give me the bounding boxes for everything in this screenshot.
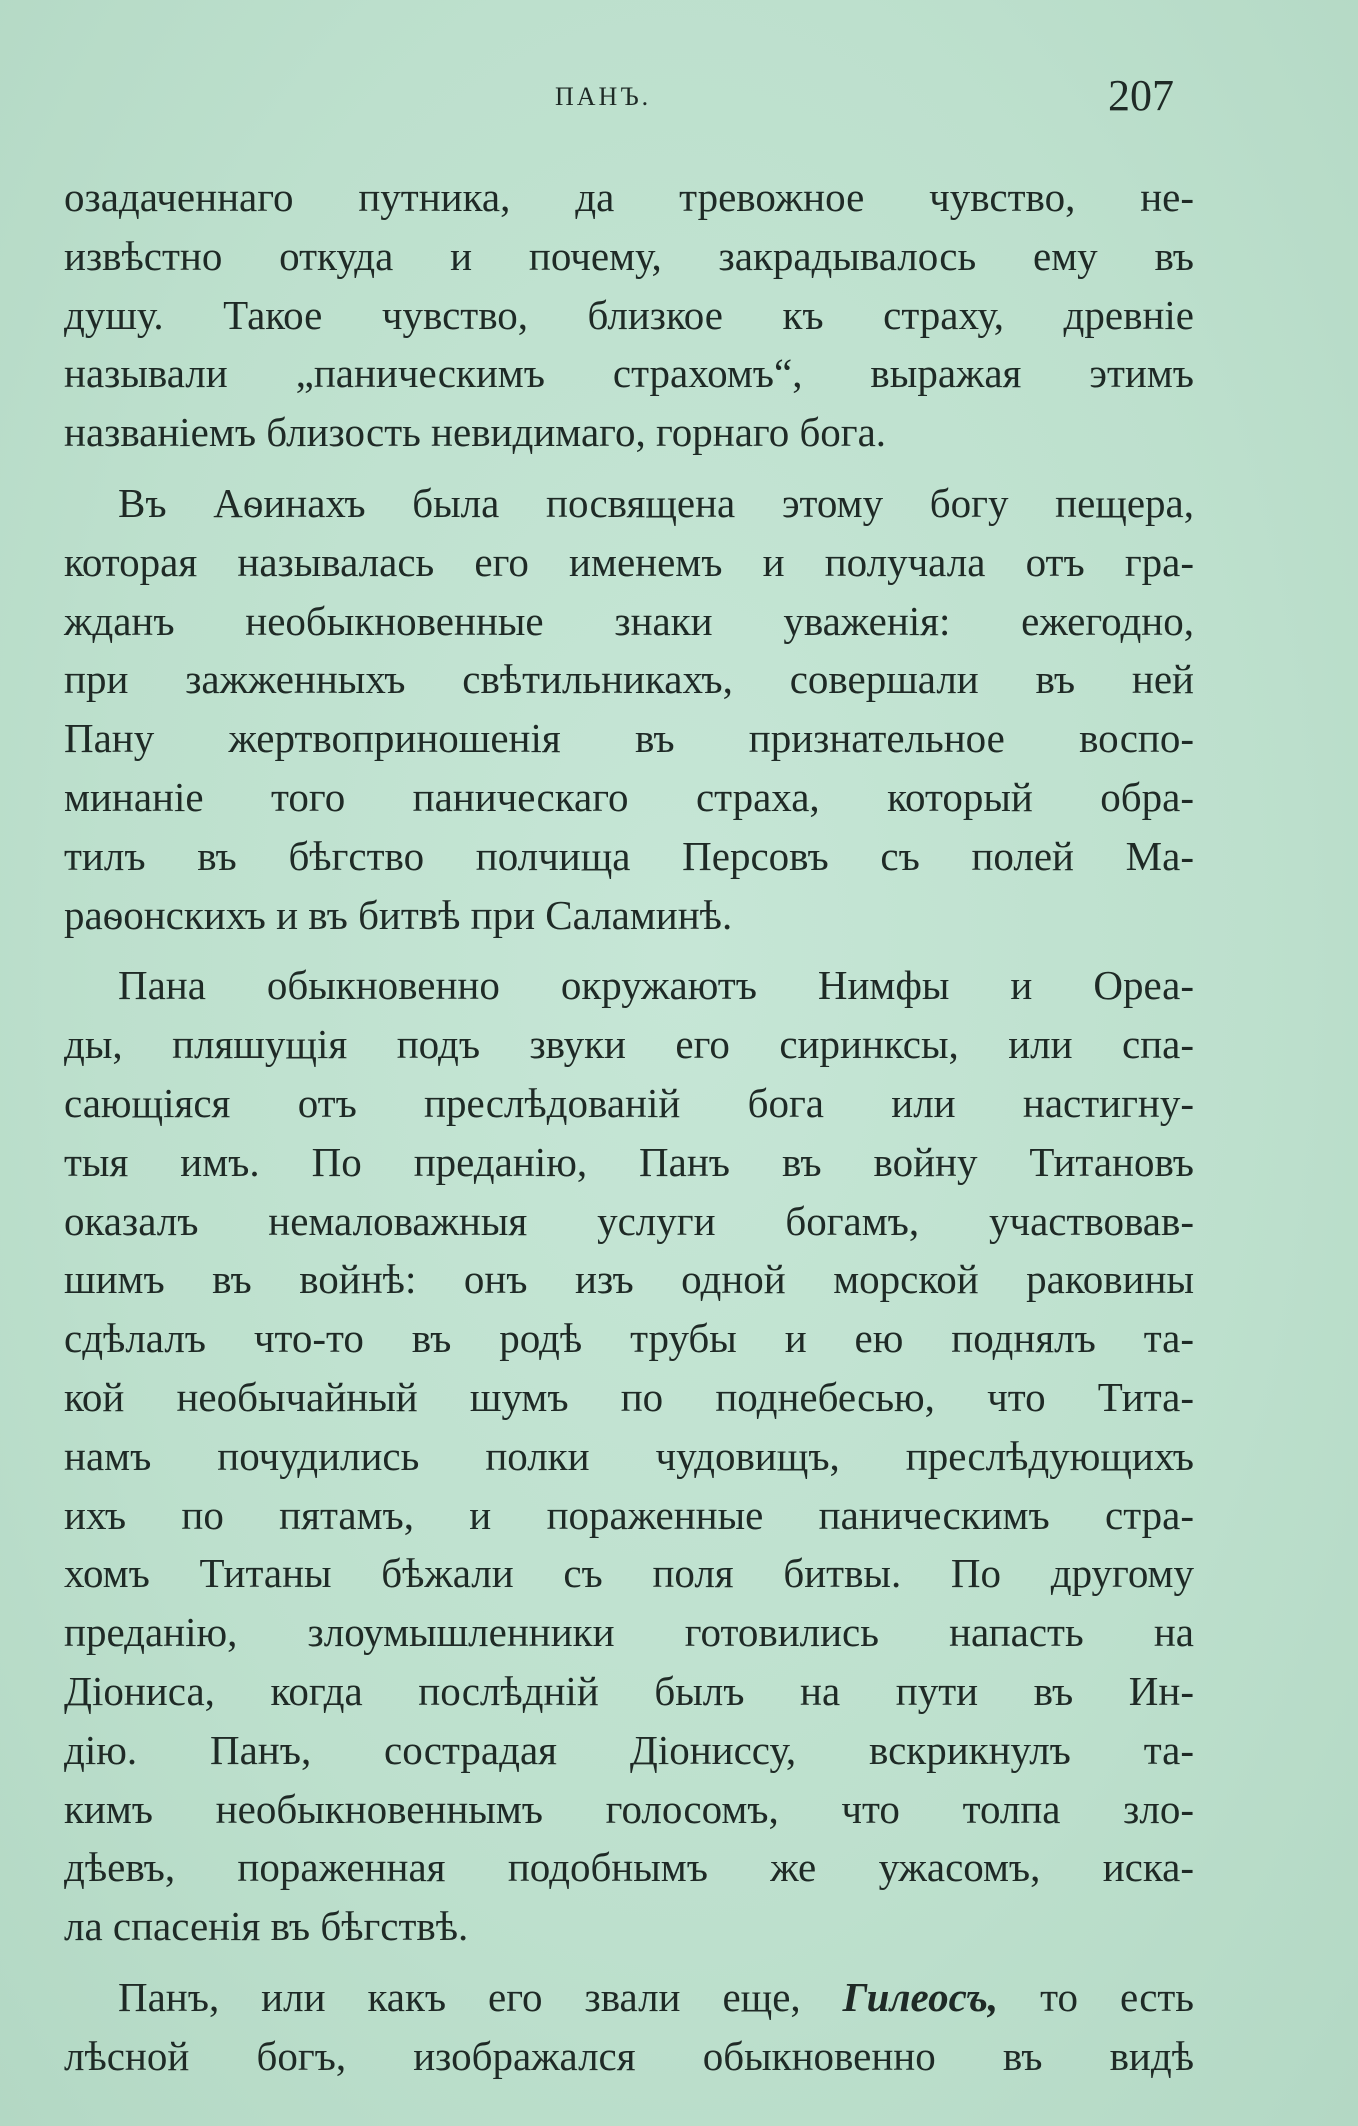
text-line: минаніе того паническаго страха, который обра- — [64, 773, 1194, 820]
text-line: Пана обыкновенно окружаютъ Нимфы и Ореа- — [118, 962, 1194, 1009]
text-line: шимъ въ войнѣ: онъ изъ одной морской раковины — [64, 1256, 1194, 1303]
text-fragment: Панъ, или какъ его звали еще, — [118, 1973, 801, 2020]
paragraph-2 — [64, 474, 1194, 944]
text-line: кимъ необыкновеннымъ голосомъ, что толпа зло- — [64, 1785, 1194, 1832]
text-line: которая называлась его именемъ и получала отъ гра- — [64, 538, 1194, 585]
text-line: Въ Аѳинахъ была посвящена этому богу пещера, — [118, 479, 1194, 526]
text-line: названіемъ близость невидимаго, горнаго бога. — [64, 409, 887, 456]
body-text — [64, 168, 1194, 2098]
text-line — [64, 1968, 1194, 2027]
text-line: преданію, злоумышленники готовились напасть на — [64, 1609, 1194, 1656]
text-line: лѣсной богъ, изображался обыкновенно въ видѣ — [64, 2032, 1194, 2079]
paragraph-3 — [64, 956, 1194, 1956]
text-fragment: то есть — [1040, 1973, 1195, 2020]
text-line: хомъ Титаны бѣжали съ поля битвы. По другому — [64, 1550, 1194, 1597]
text-line: сдѣлалъ что-то въ родѣ трубы и ею поднялъ та- — [64, 1315, 1194, 1362]
text-line: извѣстно откуда и почему, закрадывалось ему въ — [64, 232, 1194, 279]
text-line: ла спасенія въ бѣгствѣ. — [64, 1903, 469, 1950]
running-head: ПАНЪ. — [555, 82, 652, 111]
text-line: ды, пляшущія подъ звуки его сиринксы, или спа- — [64, 1021, 1194, 1068]
text-line: дѣевъ, пораженная подобнымъ же ужасомъ, иска- — [64, 1844, 1194, 1891]
text-line: Пану жертвоприношенія въ признательное воспо- — [64, 715, 1194, 762]
page-header — [0, 70, 1358, 130]
text-line: жданъ необыкновенные знаки уваженія: ежегодно, — [64, 597, 1194, 644]
text-line: Діониса, когда послѣдній былъ на пути въ Ин- — [64, 1667, 1194, 1714]
text-line: дію. Панъ, сострадая Діониссу, вскрикнулъ та- — [64, 1726, 1194, 1773]
page-number: 207 — [1108, 71, 1174, 120]
paragraph-4 — [64, 1968, 1194, 2086]
text-line: тилъ въ бѣгство полчища Персовъ съ полей Ма- — [64, 832, 1194, 879]
text-line: намъ почудились полки чудовищъ, преслѣдующихъ — [64, 1432, 1194, 1479]
text-line: озадаченнаго путника, да тревожное чувство, не- — [64, 174, 1194, 220]
text-line: душу. Такое чувство, близкое къ страху, древніе — [64, 291, 1194, 338]
paragraph-1 — [64, 168, 1194, 462]
text-line: сающіяся отъ преслѣдованій бога или настигну- — [64, 1079, 1194, 1126]
text-line: при зажженныхъ свѣтильникахъ, совершали въ ней — [64, 656, 1194, 703]
text-line: ихъ по пятамъ, и пораженные паническимъ стра- — [64, 1491, 1194, 1538]
text-line: оказалъ немаловажныя услуги богамъ, участвовав- — [64, 1197, 1194, 1244]
text-line: тыя имъ. По преданію, Панъ въ войну Титановъ — [64, 1138, 1194, 1185]
text-line: кой необычайный шумъ по поднебесью, что Тита- — [64, 1373, 1194, 1420]
text-line: называли „паническимъ страхомъ“, выражая этимъ — [64, 350, 1194, 397]
emphasized-term: Гилеосъ, — [842, 1973, 999, 2020]
text-line: раѳонскихъ и въ битвѣ при Саламинѣ. — [64, 891, 733, 938]
